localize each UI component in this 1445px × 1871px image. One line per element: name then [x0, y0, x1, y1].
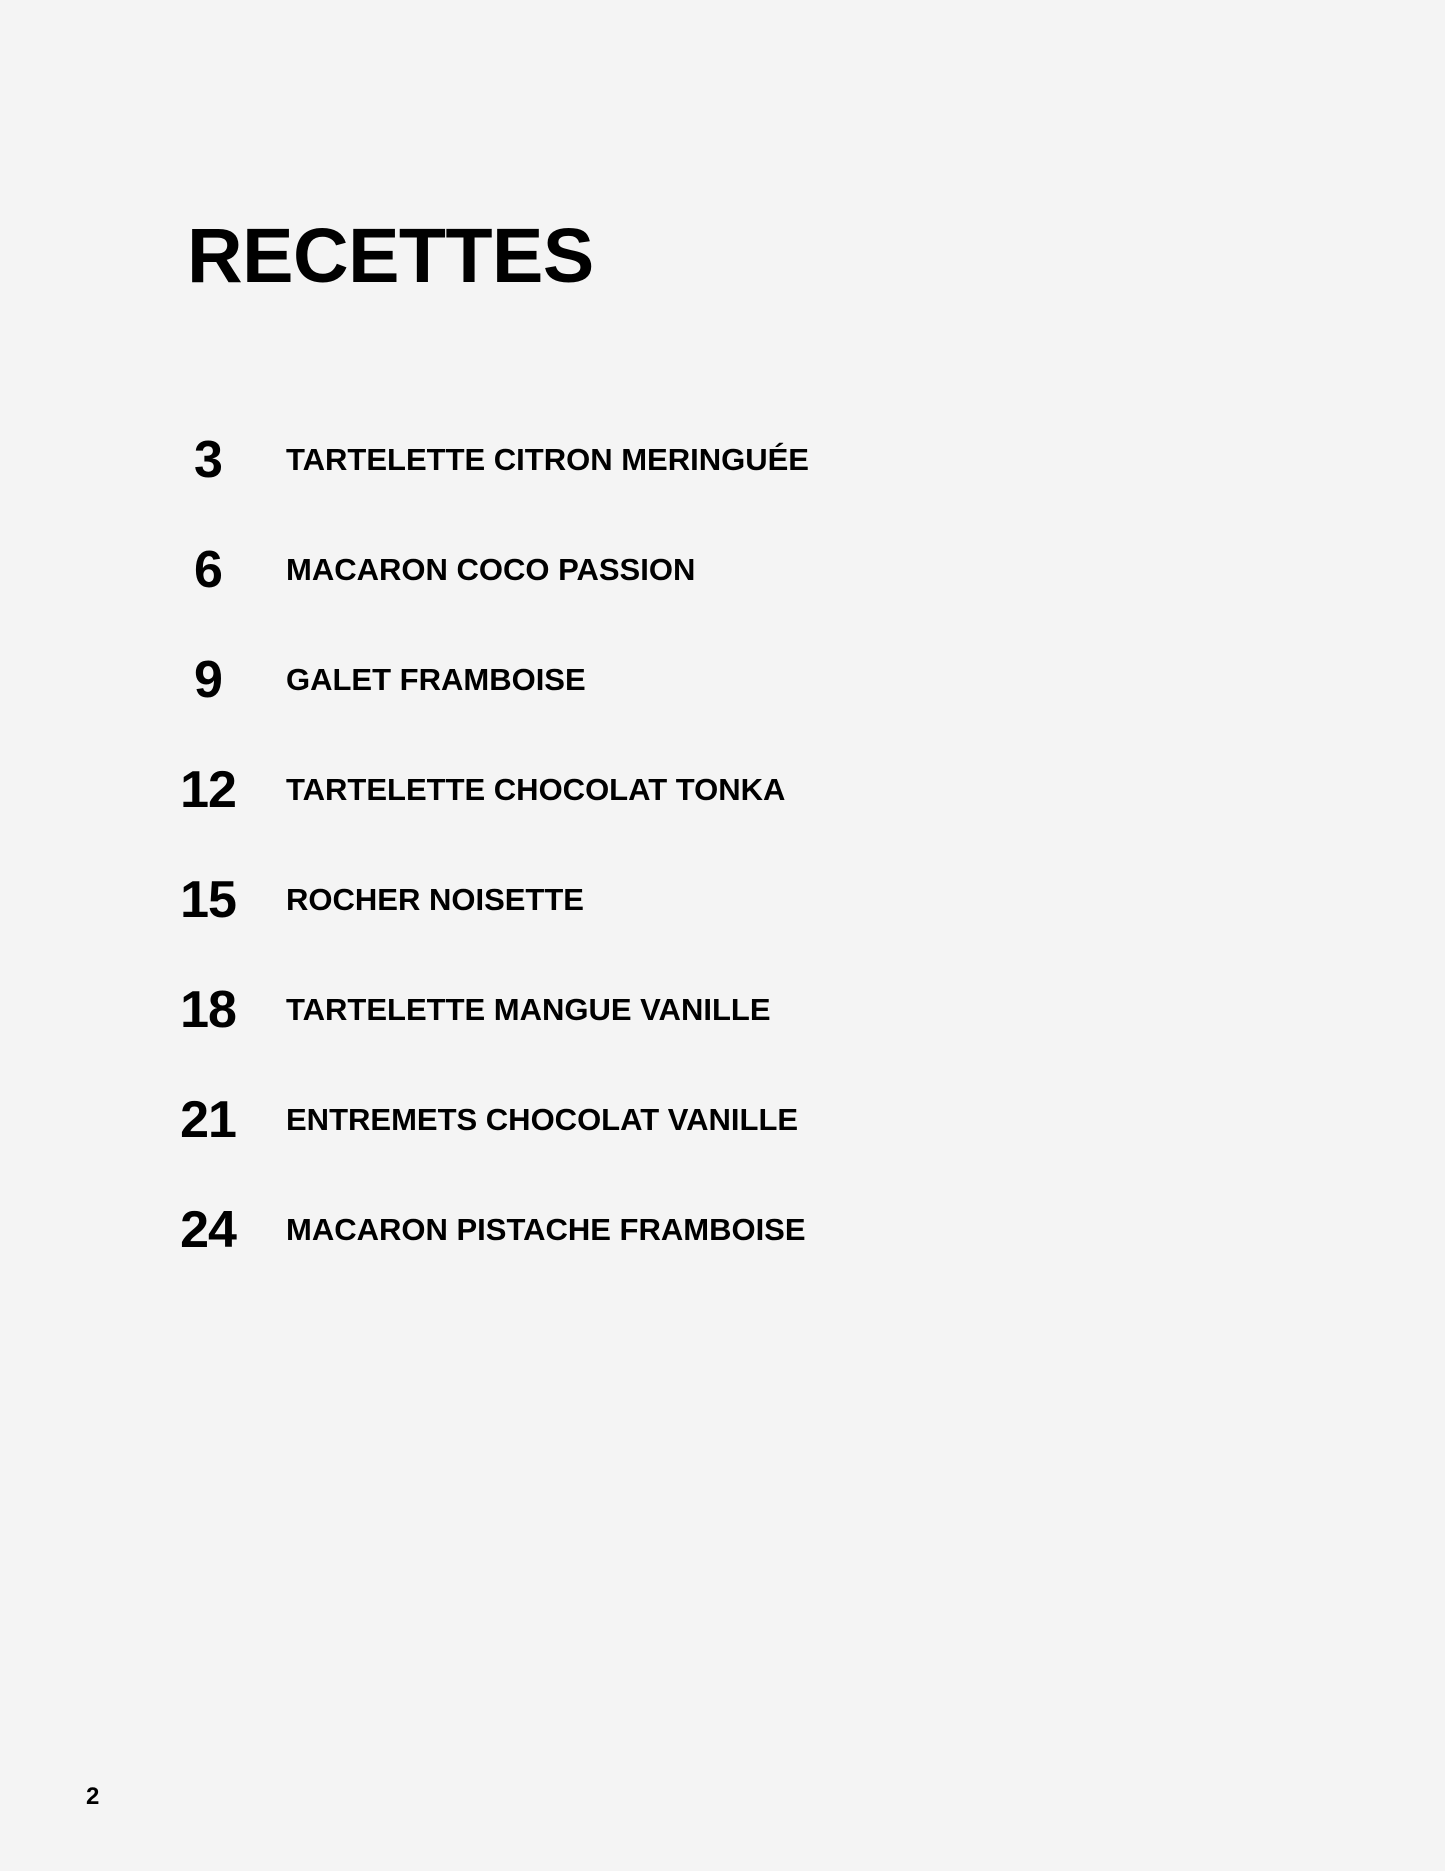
page-title: RECETTES [187, 213, 594, 299]
toc-page-number: 6 [194, 541, 222, 599]
toc-recipe-name: ROCHER NOISETTE [286, 882, 584, 917]
toc-page-number: 24 [180, 1201, 236, 1259]
toc-recipe-name: MACARON PISTACHE FRAMBOISE [286, 1212, 806, 1247]
toc-entry[interactable] [0, 760, 1445, 820]
toc-entry[interactable] [0, 650, 1445, 710]
toc-page-number: 12 [180, 761, 236, 819]
toc-entry[interactable] [0, 430, 1445, 490]
toc-page-number: 18 [180, 981, 236, 1039]
toc-page-number: 21 [180, 1091, 236, 1149]
toc-recipe-name: TARTELETTE CITRON MERINGUÉE [286, 442, 809, 477]
toc-recipe-name: GALET FRAMBOISE [286, 662, 586, 697]
toc-page-number: 3 [194, 431, 222, 489]
toc-entry[interactable] [0, 1200, 1445, 1260]
toc-recipe-name: MACARON COCO PASSION [286, 552, 696, 587]
toc-entry[interactable] [0, 540, 1445, 600]
toc-entry[interactable] [0, 1090, 1445, 1150]
toc-recipe-name: ENTREMETS CHOCOLAT VANILLE [286, 1102, 799, 1137]
page-number: 2 [86, 1783, 100, 1810]
toc-recipe-name: TARTELETTE MANGUE VANILLE [286, 992, 771, 1027]
toc-recipe-name: TARTELETTE CHOCOLAT TONKA [286, 772, 786, 807]
toc-entry[interactable] [0, 870, 1445, 930]
toc-page-number: 15 [180, 871, 236, 929]
toc-page-number: 9 [194, 651, 222, 709]
toc-entry[interactable] [0, 980, 1445, 1040]
